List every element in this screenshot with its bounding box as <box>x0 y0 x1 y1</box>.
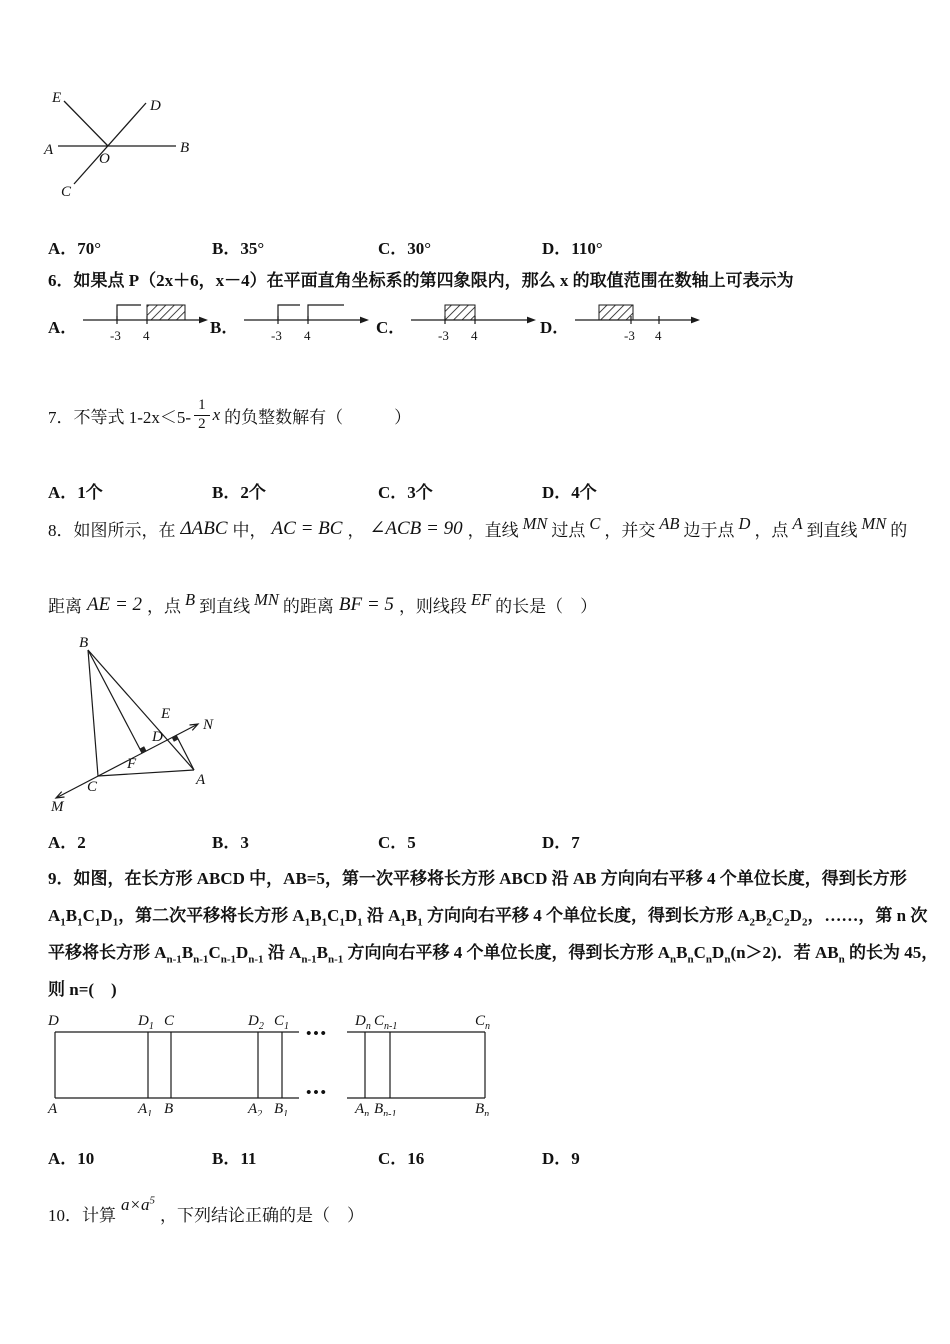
q8-s2: ，点 <box>147 597 182 616</box>
q7-fraction <box>194 397 210 433</box>
q8-option-b: B．3 <box>212 833 249 852</box>
q5-point-a-label: A <box>44 142 54 158</box>
q5-options <box>48 234 928 260</box>
q6-option-b-label: B． <box>210 318 239 337</box>
q8-t6: ，直线 <box>467 521 519 540</box>
q8-point-n-label: N <box>203 717 214 733</box>
tick-label-neg3: -3 <box>438 328 450 343</box>
tick-label-neg3: -3 <box>110 328 122 343</box>
q6-option-a-label: A． <box>48 318 78 337</box>
q7-fraction-numerator: 1 <box>194 397 210 415</box>
q5-point-o-label: O <box>99 151 110 167</box>
q6-numberline-a <box>79 298 211 346</box>
q8-t10: ，并交 <box>604 521 656 540</box>
tick-label-4: 4 <box>471 328 478 343</box>
q10-text <box>48 1194 364 1232</box>
q8-options <box>48 828 928 854</box>
q6-option-c-label: C． <box>376 318 406 337</box>
q5-point-d-label: D <box>150 98 161 114</box>
q8-t16: 到直线 <box>806 521 858 540</box>
q8-math-triangle-abc: ΔABC <box>180 518 228 539</box>
q9-option-b: B．11 <box>212 1149 257 1168</box>
q8-math-c: C <box>589 514 601 533</box>
q5-option-d: D．110° <box>542 239 603 258</box>
axis-arrow-icon <box>691 317 700 324</box>
q8-t2: 中， <box>232 521 267 540</box>
q10-text-post: ，下列结论正确的是（ ） <box>159 1205 364 1225</box>
q7-text-pre: 7．不等式 1-2x＜5- <box>48 407 192 427</box>
q8-figure <box>50 634 225 816</box>
q7-fraction-denominator: 2 <box>198 415 206 432</box>
q9-line1: 9．如图，在长方形 ABCD 中，AB=5，第一次平移将长方形 ABCD 沿 AB 方向向右平移 4 个单位长度，得到长方形 <box>48 869 907 888</box>
q8-point-c-label: C <box>87 779 98 795</box>
q6-option-a <box>48 298 211 346</box>
q8-text-line1 <box>48 516 907 542</box>
q9-label-an: $A_n$ <box>355 1101 370 1116</box>
q9-label-a1: $A_1$ <box>138 1101 153 1116</box>
q7-text <box>48 392 411 438</box>
q8-t18: 的 <box>890 521 908 540</box>
q9-label-a2: $A_2$ <box>248 1101 263 1116</box>
q9-ellipsis-top: ••• <box>306 1026 328 1042</box>
q9-label-d: D <box>48 1013 59 1029</box>
q8-t14: ，点 <box>754 521 789 540</box>
q5-option-b: B．35° <box>212 239 265 258</box>
q8-math-ab: AB <box>659 514 680 533</box>
q9-option-a: A．10 <box>48 1149 95 1168</box>
q8-edge-bc <box>88 650 98 776</box>
q5-option-a: A．70° <box>48 239 102 258</box>
q9-label-b1: $B_1$ <box>274 1101 289 1116</box>
q8-point-a-label: A <box>196 772 206 788</box>
q8-s10: 的长是（ ） <box>495 597 598 616</box>
q8-math-b: B <box>185 590 196 609</box>
q9-text <box>48 860 938 1008</box>
q8-option-c: C．5 <box>378 833 416 852</box>
q5-figure <box>40 88 220 210</box>
q7-option-d: D．4个 <box>542 483 597 502</box>
axis-arrow-icon <box>360 317 369 324</box>
q8-text-line2 <box>48 592 597 618</box>
q6-numberline-c <box>407 298 539 346</box>
tick-label-4: 4 <box>143 328 150 343</box>
q6-option-b <box>210 298 372 346</box>
q9-line3: 平移将长方形 $A_{n-1}B_{n-1}C_{n-1}D_{n-1}$ 沿 $A_{n-1}B_{n-1}$ 方向向右平移 4 个单位长度，得到长方形 $A_nB_nC_nD_n(n>2)$．若 $AB_n$ 的长为 45， <box>48 943 939 966</box>
q8-t8: 过点 <box>551 521 586 540</box>
q8-point-b-label: B <box>79 635 89 651</box>
q10-text-pre: 10．计算 <box>48 1205 116 1225</box>
q8-math-ef: EF <box>470 590 492 609</box>
q9-label-d1: $D_1$ <box>138 1013 154 1032</box>
q8-s6: 的距离 <box>282 597 334 616</box>
axis-arrow-icon <box>199 317 208 324</box>
q5-point-b-label: B <box>180 140 190 156</box>
q6-options <box>48 298 928 354</box>
axis-arrow-icon <box>527 317 536 324</box>
q8-math-bf-5: BF = 5 <box>338 594 394 615</box>
q8-t12: 边于点 <box>683 521 735 540</box>
q9-label-d2: $D_2$ <box>248 1013 264 1032</box>
q6-text: 6．如果点 P（2x＋6，x－4）在平面直角坐标系的第四象限内，那么 x 的取值范围在数轴上可表示为 <box>48 271 794 290</box>
q8-math-mn2: MN <box>861 514 887 533</box>
q9-line4: 则 n=( ) <box>48 980 117 999</box>
q9-figure <box>45 1008 510 1116</box>
q9-ellipsis-bottom: ••• <box>306 1085 328 1101</box>
q8-s0: 距离 <box>48 597 82 616</box>
q9-label-bn-1: $B_{n-1}$ <box>374 1101 397 1116</box>
q7-options <box>48 478 928 504</box>
q6-option-d <box>540 298 703 346</box>
q7-option-b: B．2个 <box>212 483 266 502</box>
q8-point-f-label: F <box>127 756 137 772</box>
q6-numberline-d <box>571 298 703 346</box>
q9-label-dn: $D_n$ <box>355 1013 371 1032</box>
q9-options <box>48 1144 928 1170</box>
q9-label-cn: $C_n$ <box>475 1013 491 1032</box>
q9-label-c1: $C_1$ <box>274 1013 290 1032</box>
q8-edge-ca <box>98 770 194 776</box>
q8-s8: ，则线段 <box>398 597 467 616</box>
q7-option-a: A．1个 <box>48 483 103 502</box>
q8-t4: ， <box>347 521 365 540</box>
q8-point-d-label: D <box>152 729 163 745</box>
q8-option-a: A．2 <box>48 833 86 852</box>
q8-math-d: D <box>738 514 751 533</box>
q9-label-b: B <box>164 1101 174 1116</box>
q9-option-c: C．16 <box>378 1149 425 1168</box>
q9-label-a: A <box>48 1101 58 1116</box>
q5-ray-oe <box>64 101 108 146</box>
q8-math-mn: MN <box>522 514 548 533</box>
q5-line-cd <box>74 103 146 184</box>
q8-math-a: A <box>792 514 803 533</box>
q9-label-bn: $B_n$ <box>475 1101 490 1116</box>
tick-label-4: 4 <box>304 328 311 343</box>
q8-math-ae-2: AE = 2 <box>87 594 143 615</box>
q6-option-d-label: D． <box>540 318 570 337</box>
q9-label-cn-1: $C_{n-1}$ <box>374 1013 398 1032</box>
tick-label-4: 4 <box>655 328 662 343</box>
q5-point-c-label: C <box>61 184 72 200</box>
q8-math-mn3: MN <box>254 590 279 609</box>
q10-math-a-times-a5: $a\times a^5$ <box>121 1194 155 1214</box>
q8-math-angle-acb: ∠ACB = 90 <box>369 518 463 539</box>
q8-math-ac-bc: AC = BC <box>271 518 343 539</box>
q8-point-e-label: E <box>161 706 171 722</box>
q7-variable: x <box>212 405 221 424</box>
tick-label-neg3: -3 <box>271 328 283 343</box>
q5-option-c: C．30° <box>378 239 432 258</box>
q7-text-post: 的负整数解有（ ） <box>224 407 412 427</box>
q8-option-d: D．7 <box>542 833 580 852</box>
q6-option-c <box>376 298 539 346</box>
q5-point-e-label: E <box>52 90 62 106</box>
q8-s4: 到直线 <box>199 597 251 616</box>
q6-numberline-b <box>240 298 372 346</box>
tick-label-neg3: -3 <box>624 328 636 343</box>
q9-line2: $A_1B_1C_1D_1$，第二次平移将长方形 $A_1B_1C_1D_1$ 沿 $A_1B_1$ 方向向右平移 4 个单位长度，得到长方形 $A_2B_2C_2D_2$，……，第 n 次 <box>48 906 928 929</box>
q8-right-angle-e-icon <box>172 735 179 742</box>
q8-t0: 8．如图所示，在 <box>48 521 176 540</box>
q8-point-m-label: M <box>51 799 64 815</box>
q9-option-d: D．9 <box>542 1149 580 1168</box>
q7-option-c: C．3个 <box>378 483 433 502</box>
q9-label-c: C <box>164 1013 175 1029</box>
